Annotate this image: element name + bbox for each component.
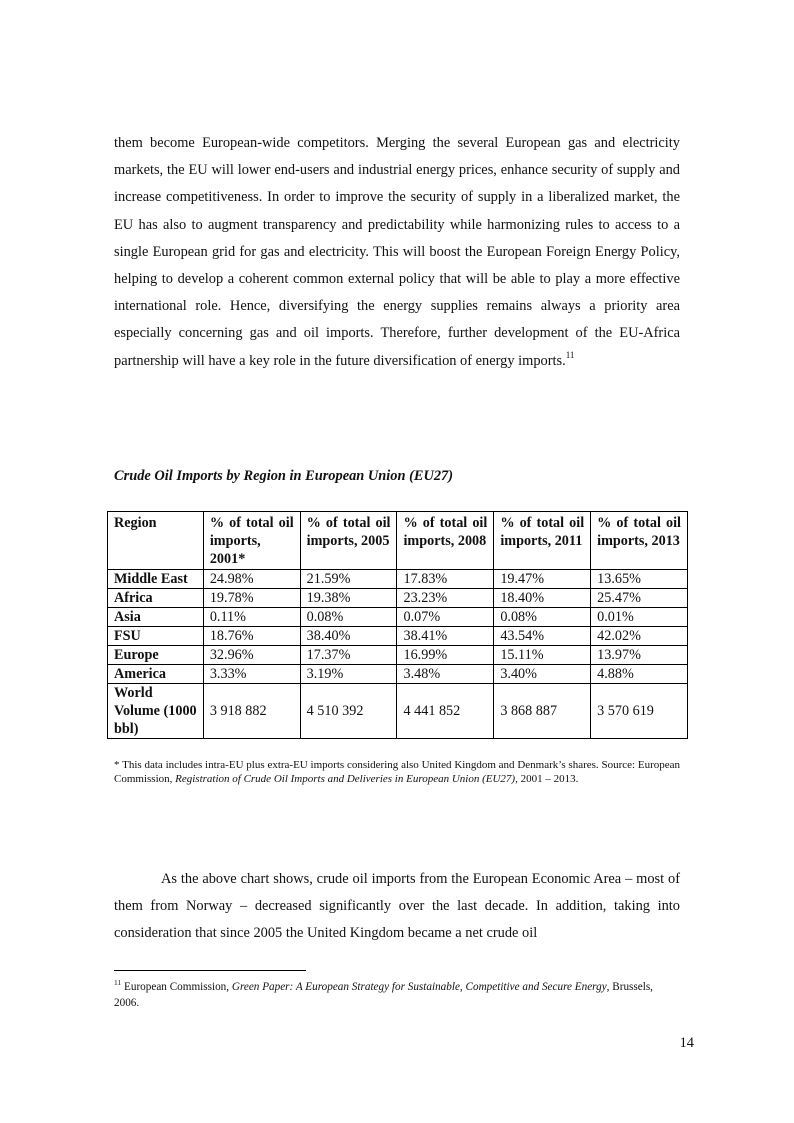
header-2001: % of total oil imports, 2001* (203, 512, 300, 570)
table-row (108, 627, 688, 646)
header-2013: % of total oil imports, 2013 (591, 512, 688, 570)
table-cell: 19.47% (494, 570, 591, 589)
table-source-note (114, 758, 680, 786)
table-cell: 0.01% (591, 608, 688, 627)
table-cell: 3 918 882 (203, 684, 300, 739)
table-cell: 32.96% (203, 646, 300, 665)
table-cell: 3.48% (397, 665, 494, 684)
row-label: Africa (108, 589, 204, 608)
table-cell: 4 510 392 (300, 684, 397, 739)
table-cell: 3.33% (203, 665, 300, 684)
table-note-text: * This data includes intra-EU plus extra-EU imports considering also United Kingdom and Denmark’s shares. Source: European Commission, (114, 759, 680, 785)
table-cell: 3 570 619 (591, 684, 688, 739)
table-cell: 4.88% (591, 665, 688, 684)
footnote-number: 11 (114, 978, 122, 987)
table-row (108, 665, 688, 684)
table-note-end: , 2001 – 2013. (515, 773, 579, 785)
table-cell: 13.97% (591, 646, 688, 665)
body-paragraph-1 (114, 130, 680, 375)
footnote-reference[interactable]: 11 (565, 349, 575, 360)
footnote-suffix: , Brussels, 2006. (114, 981, 653, 1009)
row-label: FSU (108, 627, 204, 646)
table-title: Crude Oil Imports by Region in European Union (EU27) (114, 468, 454, 484)
header-2005: % of total oil imports, 2005 (300, 512, 397, 570)
row-label: Middle East (108, 570, 204, 589)
table-cell: 0.07% (397, 608, 494, 627)
table-cell: 0.08% (300, 608, 397, 627)
table-cell: 0.08% (494, 608, 591, 627)
row-label: Europe (108, 646, 204, 665)
page-number: 14 (679, 1035, 694, 1051)
crude-oil-imports-table (107, 511, 688, 739)
table-cell: 24.98% (203, 570, 300, 589)
table-cell: 25.47% (591, 589, 688, 608)
table-cell: 19.78% (203, 589, 300, 608)
table-cell: 18.76% (203, 627, 300, 646)
table-cell: 3.40% (494, 665, 591, 684)
table-cell: 42.02% (591, 627, 688, 646)
table-cell: 0.11% (203, 608, 300, 627)
header-region: Region (108, 512, 204, 570)
row-label: Asia (108, 608, 204, 627)
table-cell: 23.23% (397, 589, 494, 608)
row-label: America (108, 665, 204, 684)
footnote (114, 979, 680, 1011)
table-cell: 21.59% (300, 570, 397, 589)
footnote-prefix: European Commission, (124, 981, 230, 993)
table-cell: 19.38% (300, 589, 397, 608)
table-cell: 43.54% (494, 627, 591, 646)
table-cell: 38.40% (300, 627, 397, 646)
table-cell: 15.11% (494, 646, 591, 665)
table-cell: 16.99% (397, 646, 494, 665)
body-paragraph-2: As the above chart shows, crude oil imports from the European Economic Area – most of them from Norway – decreased significantly over the last decade. In addition, taking into consideration that since 2005 the United Kingdom became a net crude oil (114, 871, 680, 942)
header-2008: % of total oil imports, 2008 (397, 512, 494, 570)
table-row (108, 589, 688, 608)
footnote-divider (114, 970, 306, 971)
table-cell: 13.65% (591, 570, 688, 589)
table-header-row (108, 512, 688, 570)
table-row (108, 608, 688, 627)
header-2011: % of total oil imports, 2011 (494, 512, 591, 570)
table-row (108, 570, 688, 589)
table-cell: 17.37% (300, 646, 397, 665)
table-row (108, 646, 688, 665)
table-cell: 4 441 852 (397, 684, 494, 739)
table-row (108, 684, 688, 739)
table-cell: 17.83% (397, 570, 494, 589)
paragraph-1-text: them become European-wide competitors. Merging the several European gas and electricity markets, the EU will lower end-users and industrial energy prices, enhance security of supply and increase competitiveness. In order to improve the security of supply in a liberalized market, the EU has also to augment transparency and predictability while harmonizing rules to access to a single European grid for gas and electricity. This will boost the European Foreign Energy Policy, helping to develop a coherent common external policy that will be able to play a more effective international role. Hence, diversifying the energy supplies remains always a priority area especially concerning gas and oil imports. Therefore, further development of the EU-Africa partnership will have a key role in the future diversification of energy imports. (114, 135, 680, 369)
table-note-source-title: Registration of Crude Oil Imports and Deliveries in European Union (EU27) (175, 773, 516, 785)
footnote-title: Green Paper: A European Strategy for Sustainable, Competitive and Secure Energy (231, 981, 607, 993)
table-cell: 3 868 887 (494, 684, 591, 739)
table-cell: 38.41% (397, 627, 494, 646)
table-cell: 3.19% (300, 665, 397, 684)
table-cell: 18.40% (494, 589, 591, 608)
row-label: World Volume (1000 bbl) (108, 684, 204, 739)
